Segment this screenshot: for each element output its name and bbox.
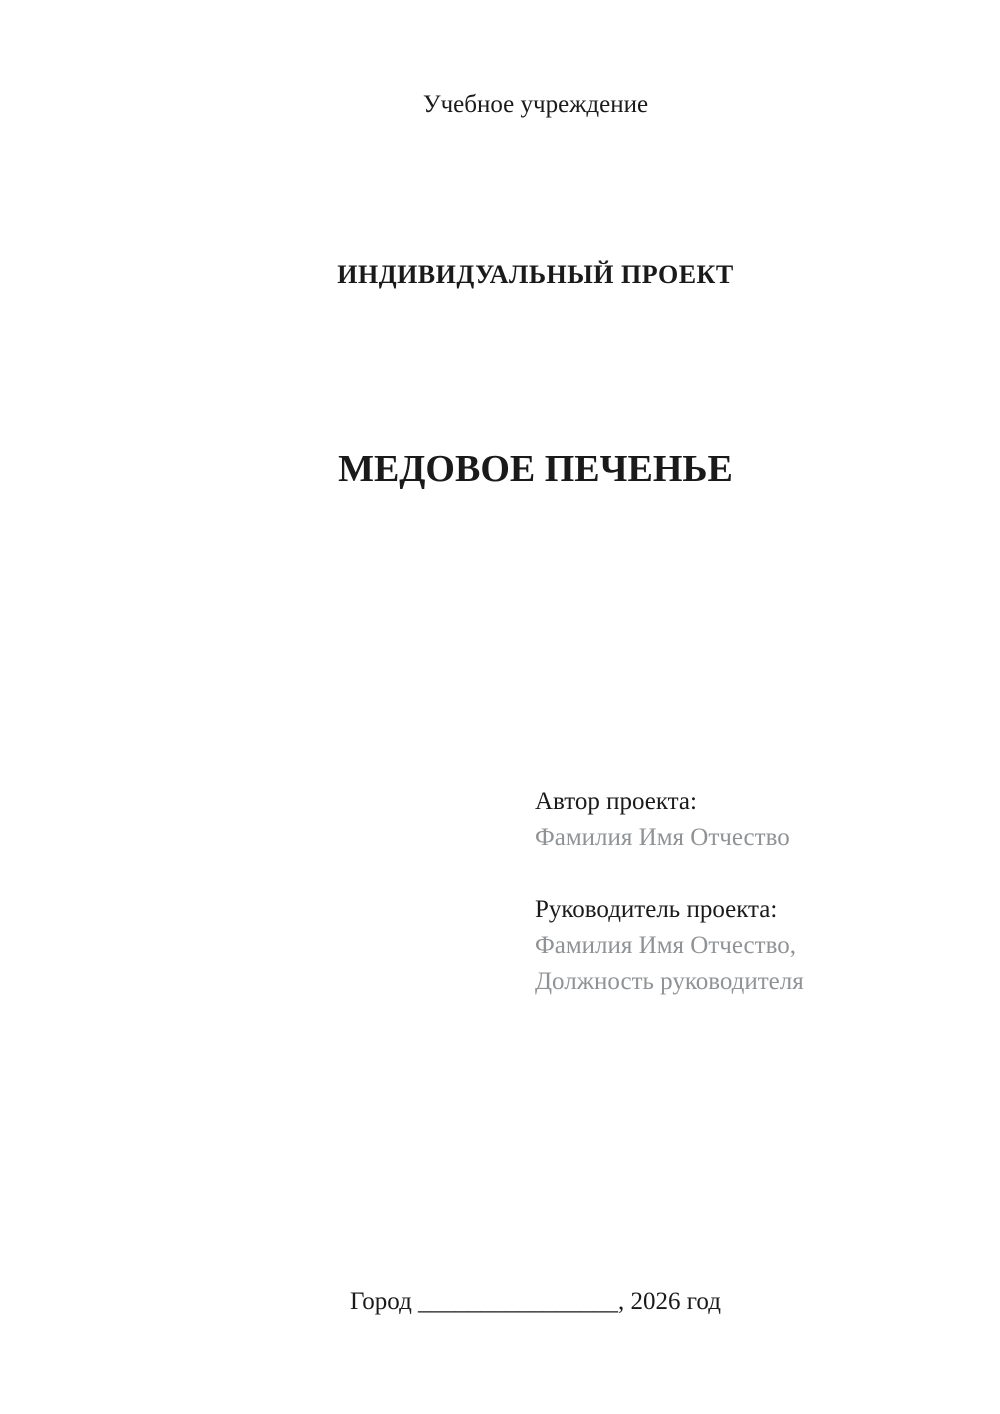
city-year-line: Город ________________, 2026 год — [350, 1288, 721, 1315]
credits-spacer — [535, 856, 804, 892]
author-name-placeholder: Фамилия Имя Отчество — [535, 824, 790, 851]
institution-line: Учебное учреждение — [422, 91, 649, 118]
project-title: МЕДОВОЕ ПЕЧЕНЬЕ — [338, 448, 733, 490]
project-type-heading: ИНДИВИДУАЛЬНЫЙ ПРОЕКТ — [337, 260, 734, 289]
supervisor-position-placeholder: Должность руководителя — [535, 968, 804, 995]
supervisor-name-placeholder: Фамилия Имя Отчество, — [535, 932, 796, 959]
supervisor-label: Руководитель проекта: — [535, 896, 778, 923]
author-label: Автор проекта: — [535, 788, 697, 815]
credits-block — [535, 784, 804, 1000]
